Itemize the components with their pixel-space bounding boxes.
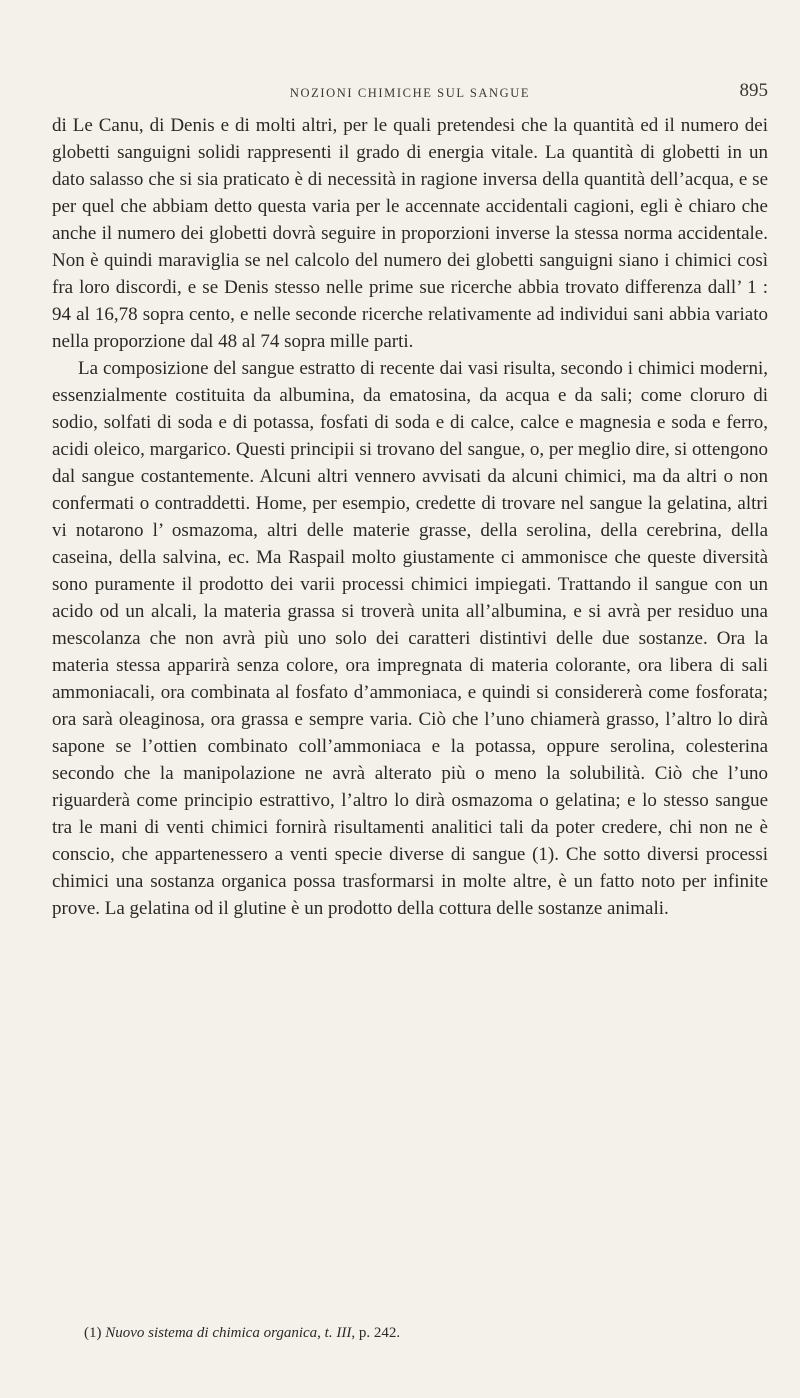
footnote-title: Nuovo sistema di chimica organica (105, 1325, 318, 1341)
footnote-volume: t. III (324, 1325, 352, 1341)
running-title: NOZIONI CHIMICHE SUL SANGUE (289, 86, 531, 100)
page-number: 895 (739, 80, 768, 101)
body-text (52, 112, 768, 922)
running-head (52, 80, 768, 108)
paragraph-blood-composition: La composizione del sangue estratto di recente dai vasi risulta, secondo i chimici moderni, essenzialmente costituita da albumina, da ematosina, da acqua e da sali; come cloruro di sodio, solfati di soda e di potassa, fosfati di soda e di calce, calce e magnesia e soda e ferro, acidi oleico, margarico. Questi principii si trovano del sangue, o, per meglio dire, si ottengono dal sangue costantemente. Alcuni altri vennero avvisati da alcuni chimici, ma da altri o non confermati o contraddetti. Home, per esempio, credette di trovare nel sangue la gelatina, altri vi notarono l’ osmazoma, altri delle materie grasse, della serolina, della cerebrina, della caseina, della salvina, ec. Ma Raspail molto giustamente ci ammonisce che queste diversità sono puramente il prodotto dei varii processi chimici impiegati. Trattando il sangue con un acido od un alcali, la materia grassa si troverà unita all’albumina, e si avrà per residuo una mescolanza che non avrà più uno solo dei caratteri distintivi delle due sostanze. Ora la materia stessa apparirà senza colore, ora impregnata di materia colorante, ora libera di sali ammoniacali, ora combinata al fosfato d’ammoniaca, e quindi si considererà come fosforata; ora sarà oleaginosa, ora grassa e sempre varia. Ciò che l’uno chiamerà grasso, l’altro lo dirà sapone se l’ottien combinato coll’ammoniaca e la potassa, oppure serolina, colesterina secondo che la manipolazione ne avrà alterato più o meno la solubilità. Ciò che l’uno riguarderà come principio estrattivo, l’altro lo dirà osmazoma o gelatina; e lo stesso sangue tra le mani di venti chimici fornirà risultamenti analitici tali da poter credere, chi non ne è conscio, che appartenessero a venti specie diverse di sangue (1). Che sotto diversi processi chimici una sostanza organica possa trasformarsi in molte altre, è un fatto noto per infinite prove. La gelatina od il glutine è un prodotto della cottura delle sostanze animali. (52, 358, 768, 919)
footnote (84, 1323, 768, 1343)
footnote-marker: (1) (84, 1325, 102, 1341)
footnote-sep-1: , (317, 1325, 325, 1341)
footnote-sep-2: , (351, 1325, 359, 1341)
paragraph-continuation: di Le Canu, di Denis e di molti altri, per le quali pretendesi che la quantità ed il numero dei globetti sanguigni solidi rappresenti il grado di energia vitale. La quantità di globetti in un dato salasso che si sia praticato è di necessità in ragione inversa della quantità dell’acqua, e se per quel che abbiam detto questa varia per le accennate accidentali cagioni, egli è chiaro che anche il numero dei globetti dovrà seguire in proporzioni inverse la stessa norma accidentale. Non è quindi maraviglia se nel calcolo del numero dei globetti sanguigni siano i chimici così fra loro discordi, e se Denis stesso nelle prime sue ricerche abbia trovato differenza dall’ 1 : 94 al 16,78 sopra cento, e nelle seconde ricerche relativamente ad individui sani abbia variato nella proporzione dal 48 al 74 sopra mille parti. (52, 115, 768, 352)
footnote-page: p. 242. (358, 1325, 401, 1341)
